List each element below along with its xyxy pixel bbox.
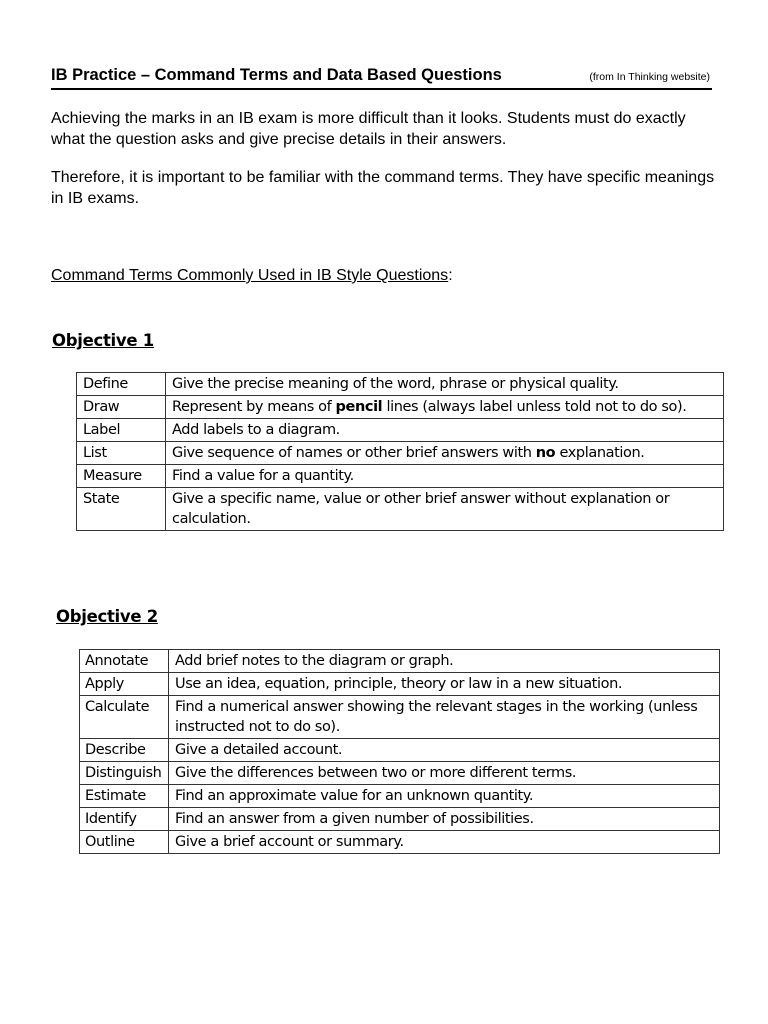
definition-cell: Find an approximate value for an unknown quantity. <box>169 785 720 808</box>
term-cell: Measure <box>77 465 166 488</box>
definition-cell <box>166 396 724 419</box>
objective-2-heading: Objective 2 <box>56 607 158 626</box>
command-terms-subheading <box>51 267 453 285</box>
table-row <box>80 785 720 808</box>
table-row <box>77 488 724 531</box>
page-title: IB Practice – Command Terms and Data Based Questions <box>51 66 502 84</box>
definition-bold-text: pencil <box>335 399 383 415</box>
table-row <box>80 696 720 739</box>
objective-2-table <box>79 649 720 854</box>
source-note: (from In Thinking website) <box>589 71 710 83</box>
definition-text: explanation. <box>555 445 645 461</box>
term-cell: Describe <box>80 739 169 762</box>
objective-1-heading: Objective 1 <box>52 331 154 350</box>
term-cell: State <box>77 488 166 531</box>
intro-paragraph-1: Achieving the marks in an IB exam is more difficult than it looks. Students must do exactly what the question asks and give precise details in their answers. <box>51 110 686 148</box>
definition-cell: Find an answer from a given number of possibilities. <box>169 808 720 831</box>
definition-cell: Add brief notes to the diagram or graph. <box>169 650 720 673</box>
term-cell: Label <box>77 419 166 442</box>
definition-cell: Give the precise meaning of the word, phrase or physical quality. <box>166 373 724 396</box>
subheading-text: Command Terms Commonly Used in IB Style Questions <box>51 267 449 284</box>
table-row <box>80 739 720 762</box>
table-row <box>77 419 724 442</box>
table-row <box>77 465 724 488</box>
table-row <box>77 442 724 465</box>
table-row <box>77 396 724 419</box>
term-cell: Define <box>77 373 166 396</box>
definition-cell: Find a numerical answer showing the relevant stages in the working (unless instructed not to do so). <box>169 696 720 739</box>
term-cell: Identify <box>80 808 169 831</box>
table-row <box>80 808 720 831</box>
term-cell: Annotate <box>80 650 169 673</box>
term-cell: Calculate <box>80 696 169 739</box>
definition-cell: Find a value for a quantity. <box>166 465 724 488</box>
header <box>51 64 712 90</box>
table-row <box>80 650 720 673</box>
definition-cell <box>166 442 724 465</box>
definition-text: lines (always label unless told not to do so). <box>382 399 687 415</box>
definition-text: Represent by means of <box>172 399 336 415</box>
definition-cell: Give a brief account or summary. <box>169 831 720 854</box>
objective-1-table <box>76 372 724 531</box>
table-row <box>77 373 724 396</box>
definition-cell: Give a specific name, value or other brief answer without explanation or calculation. <box>166 488 724 531</box>
definition-bold-text: no <box>535 445 556 461</box>
definition-text: Give sequence of names or other brief answers with <box>172 445 536 461</box>
definition-cell: Give the differences between two or more different terms. <box>169 762 720 785</box>
intro-paragraph-2: Therefore, it is important to be familiar with the command terms. They have specific meanings in IB exams. <box>51 169 715 207</box>
table-row <box>80 673 720 696</box>
term-cell: Apply <box>80 673 169 696</box>
table-row <box>80 831 720 854</box>
definition-cell: Give a detailed account. <box>169 739 720 762</box>
subheading-colon: : <box>448 267 453 284</box>
term-cell: List <box>77 442 166 465</box>
term-cell: Estimate <box>80 785 169 808</box>
term-cell: Distinguish <box>80 762 169 785</box>
definition-cell: Use an idea, equation, principle, theory or law in a new situation. <box>169 673 720 696</box>
table-row <box>80 762 720 785</box>
term-cell: Draw <box>77 396 166 419</box>
definition-cell: Add labels to a diagram. <box>166 419 724 442</box>
term-cell: Outline <box>80 831 169 854</box>
